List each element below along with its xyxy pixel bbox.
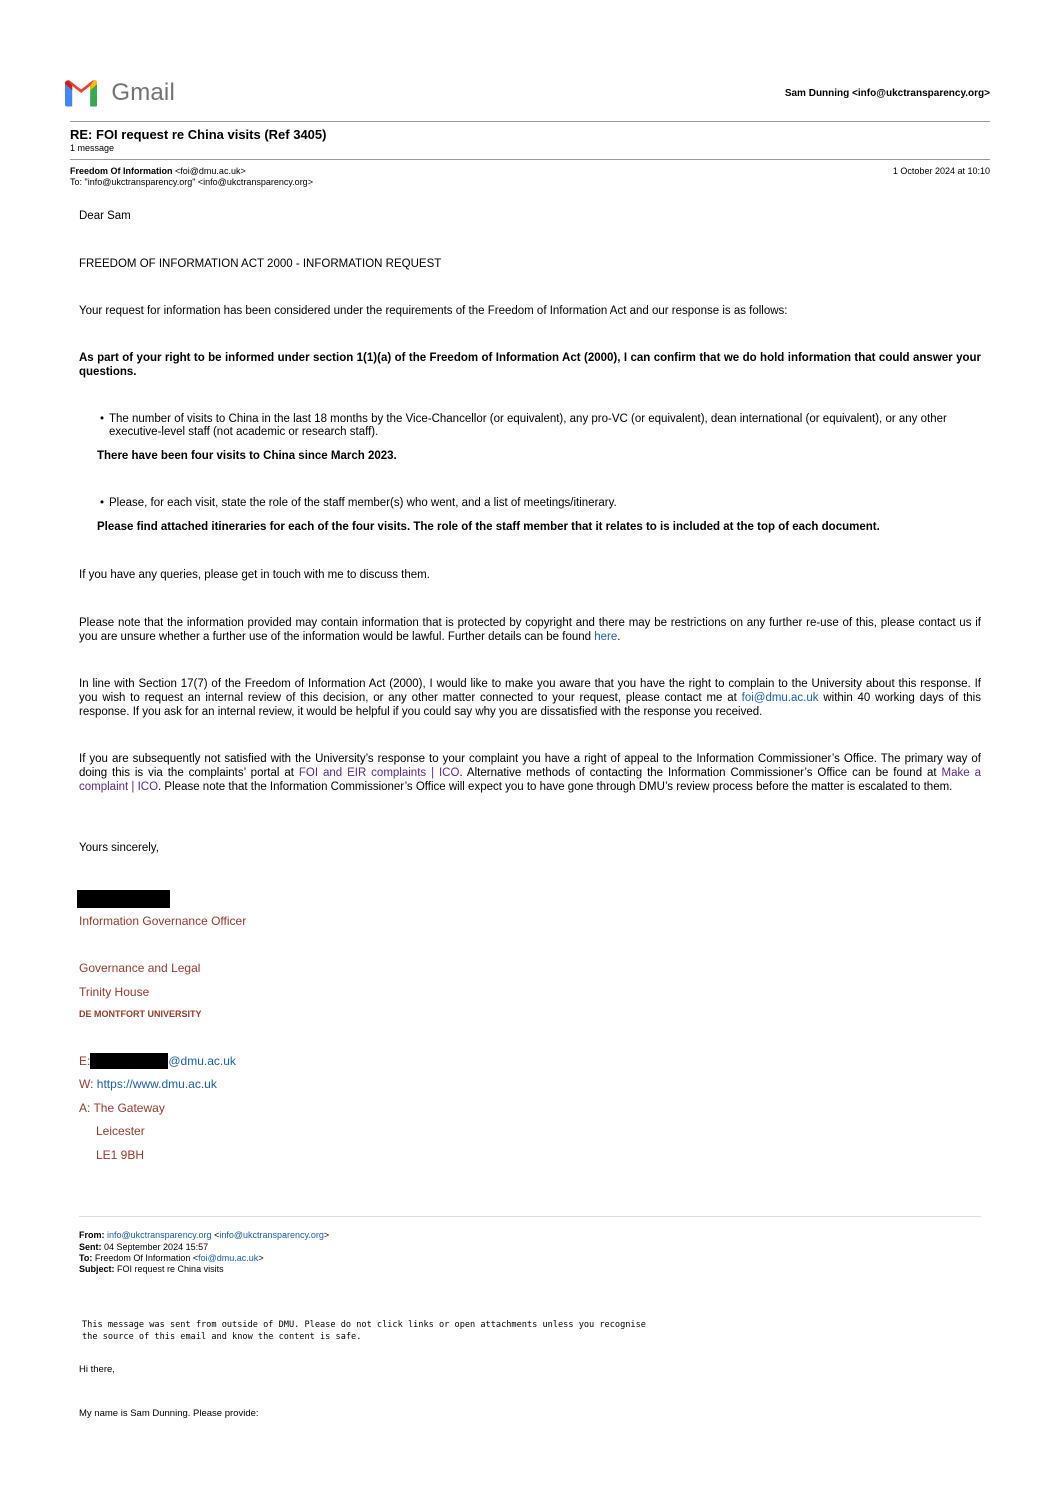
queries-paragraph: If you have any queries, please get in touch with me to discuss them. bbox=[79, 569, 430, 581]
sender-email: <foi@dmu.ac.uk> bbox=[175, 166, 246, 176]
quoted-from-open: < bbox=[214, 1230, 220, 1240]
quoted-subject bbox=[79, 1264, 224, 1276]
redacted-name bbox=[77, 890, 170, 908]
ico-complaints-link[interactable]: FOI and EIR complaints | ICO bbox=[298, 767, 460, 779]
confirm-paragraph: As part of your right to be informed under section 1(1)(a) of the Freedom of Information Act (2000), I can confirm that we do hold information that could answer your questions. bbox=[79, 352, 981, 378]
sig-email-label: E: bbox=[79, 1054, 91, 1068]
sig-email-domain[interactable]: @dmu.ac.uk bbox=[168, 1054, 236, 1068]
subject-divider bbox=[70, 159, 990, 160]
gmail-m-icon bbox=[65, 78, 97, 108]
copyright-text: Please note that the information provided may contain information that is protected by copyright and there may be restrictions on any further re-use of this, please contact us if you are unsure whether a further use of the information would be lawful. Further details can be found bbox=[79, 617, 981, 643]
review-text-2: within 40 working days of this response. If you ask for an internal review, it would be helpful if you could say why you are dissatisfied with the response you received. bbox=[79, 692, 981, 718]
redacted-email bbox=[90, 1053, 168, 1069]
here-link[interactable]: here bbox=[594, 631, 618, 643]
quoted-greeting: Hi there, bbox=[79, 1364, 115, 1375]
signoff: Yours sincerely, bbox=[79, 842, 159, 854]
question-2-text: Please, for each visit, state the role of the staff member(s) who went, and a list of meetings/itinerary. bbox=[109, 497, 617, 509]
gmail-wordmark: Gmail bbox=[111, 79, 175, 106]
sig-address-postcode: LE1 9BH bbox=[96, 1148, 145, 1162]
foi-heading: FREEDOM OF INFORMATION ACT 2000 - INFORMATION REQUEST bbox=[79, 258, 442, 270]
greeting: Dear Sam bbox=[79, 210, 131, 222]
quoted-sent-label: Sent: bbox=[79, 1242, 102, 1252]
quoted-to-link[interactable]: foi@dmu.ac.uk bbox=[198, 1253, 259, 1263]
quoted-from-link2[interactable]: info@ukctransparency.org bbox=[219, 1230, 324, 1240]
question-2 bbox=[100, 497, 980, 510]
sig-address-city: Leicester bbox=[96, 1124, 145, 1138]
message-date: 1 October 2024 at 10:10 bbox=[892, 166, 990, 176]
foi-email-link[interactable]: foi@dmu.ac.uk bbox=[741, 692, 819, 704]
question-1 bbox=[100, 413, 980, 439]
quoted-sent bbox=[79, 1242, 208, 1254]
quoted-from bbox=[79, 1230, 329, 1242]
header-divider bbox=[70, 121, 990, 122]
quoted-subject-label: Subject: bbox=[79, 1264, 115, 1274]
account-label: Sam Dunning <info@ukctransparency.org> bbox=[784, 88, 990, 99]
thread-subject: RE: FOI request re China visits (Ref 3405) bbox=[70, 127, 327, 142]
review-paragraph bbox=[79, 677, 981, 719]
message-count: 1 message bbox=[70, 143, 115, 153]
message-from bbox=[70, 166, 246, 176]
quoted-from-close: > bbox=[323, 1230, 330, 1240]
appeal-text-2: . Alternative methods of contacting the Information Commissioner’s Office can be found at bbox=[459, 767, 937, 779]
make-complaint-link[interactable]: Make a complaint | ICO bbox=[79, 767, 981, 793]
bullet-dot: • bbox=[100, 413, 105, 425]
sig-role: Information Governance Officer bbox=[79, 914, 247, 928]
copyright-paragraph bbox=[79, 616, 981, 644]
appeal-text-3: . Please note that the Information Commissioner’s Office will expect you to have gone through DMU’s review process before the matter is escalated to them. bbox=[158, 781, 953, 793]
sig-building: Trinity House bbox=[79, 985, 150, 999]
sig-web-line bbox=[79, 1077, 217, 1091]
answer-1: There have been four visits to China since March 2023. bbox=[97, 450, 397, 462]
sig-dept: Governance and Legal bbox=[79, 961, 201, 975]
gmail-logo bbox=[65, 76, 175, 110]
sig-web-label: W: bbox=[79, 1077, 94, 1091]
quoted-to bbox=[79, 1253, 264, 1265]
sig-email-line bbox=[79, 1053, 236, 1069]
sig-web-link[interactable]: https://www.dmu.ac.uk bbox=[96, 1077, 217, 1091]
appeal-paragraph bbox=[79, 752, 981, 794]
quoted-request-intro: My name is Sam Dunning. Please provide: bbox=[79, 1408, 259, 1419]
answer-2: Please find attached itineraries for each of the four visits. The role of the staff member that it relates to is included at the top of each document. bbox=[97, 521, 880, 533]
appeal-text-1: If you are subsequently not satisfied with the University’s response to your complaint you have a right of appeal to the Information Commissioner’s Office. The primary way of doing this is via the complaints’ portal at bbox=[79, 753, 981, 779]
sig-address-line1: A: The Gateway bbox=[79, 1101, 165, 1115]
quoted-subject-value: FOI request re China visits bbox=[117, 1264, 224, 1274]
copyright-period: . bbox=[617, 631, 621, 643]
bullet-dot: • bbox=[100, 497, 105, 509]
quoted-to-close: > bbox=[258, 1253, 264, 1263]
external-warning: This message was sent from outside of DMU. Please do not click links or open attachments unless you recognise the source of this email and know the content is safe. bbox=[82, 1320, 646, 1342]
quoted-to-value: Freedom Of Information < bbox=[94, 1253, 199, 1263]
quoted-from-label: From: bbox=[79, 1230, 105, 1240]
quoted-to-label: To: bbox=[79, 1253, 93, 1263]
question-1-text: The number of visits to China in the last 18 months by the Vice-Chancellor (or equivalent), any pro-VC (or equivalent), dean international (or equivalent), or any other executive-level staff (not academic or research staff). bbox=[109, 413, 947, 438]
sig-org: DE MONTFORT UNIVERSITY bbox=[79, 1009, 202, 1019]
quote-divider bbox=[79, 1216, 981, 1217]
review-text-1: In line with Section 17(7) of the Freedom of Information Act (2000), I would like to make you aware that you have the right to complain to the University about this response. If you wish to request an internal review of this decision, or any other matter connected to your request, please contact me at bbox=[79, 678, 981, 704]
message-to: To: "info@ukctransparency.org" <info@ukctransparency.org> bbox=[70, 177, 313, 187]
intro-paragraph: Your request for information has been considered under the requirements of the Freedom of Information Act and our response is as follows: bbox=[79, 305, 788, 317]
quoted-from-link[interactable]: info@ukctransparency.org bbox=[107, 1230, 212, 1240]
sender-name: Freedom Of Information bbox=[70, 166, 173, 176]
quoted-sent-value: 04 September 2024 15:57 bbox=[104, 1242, 209, 1252]
